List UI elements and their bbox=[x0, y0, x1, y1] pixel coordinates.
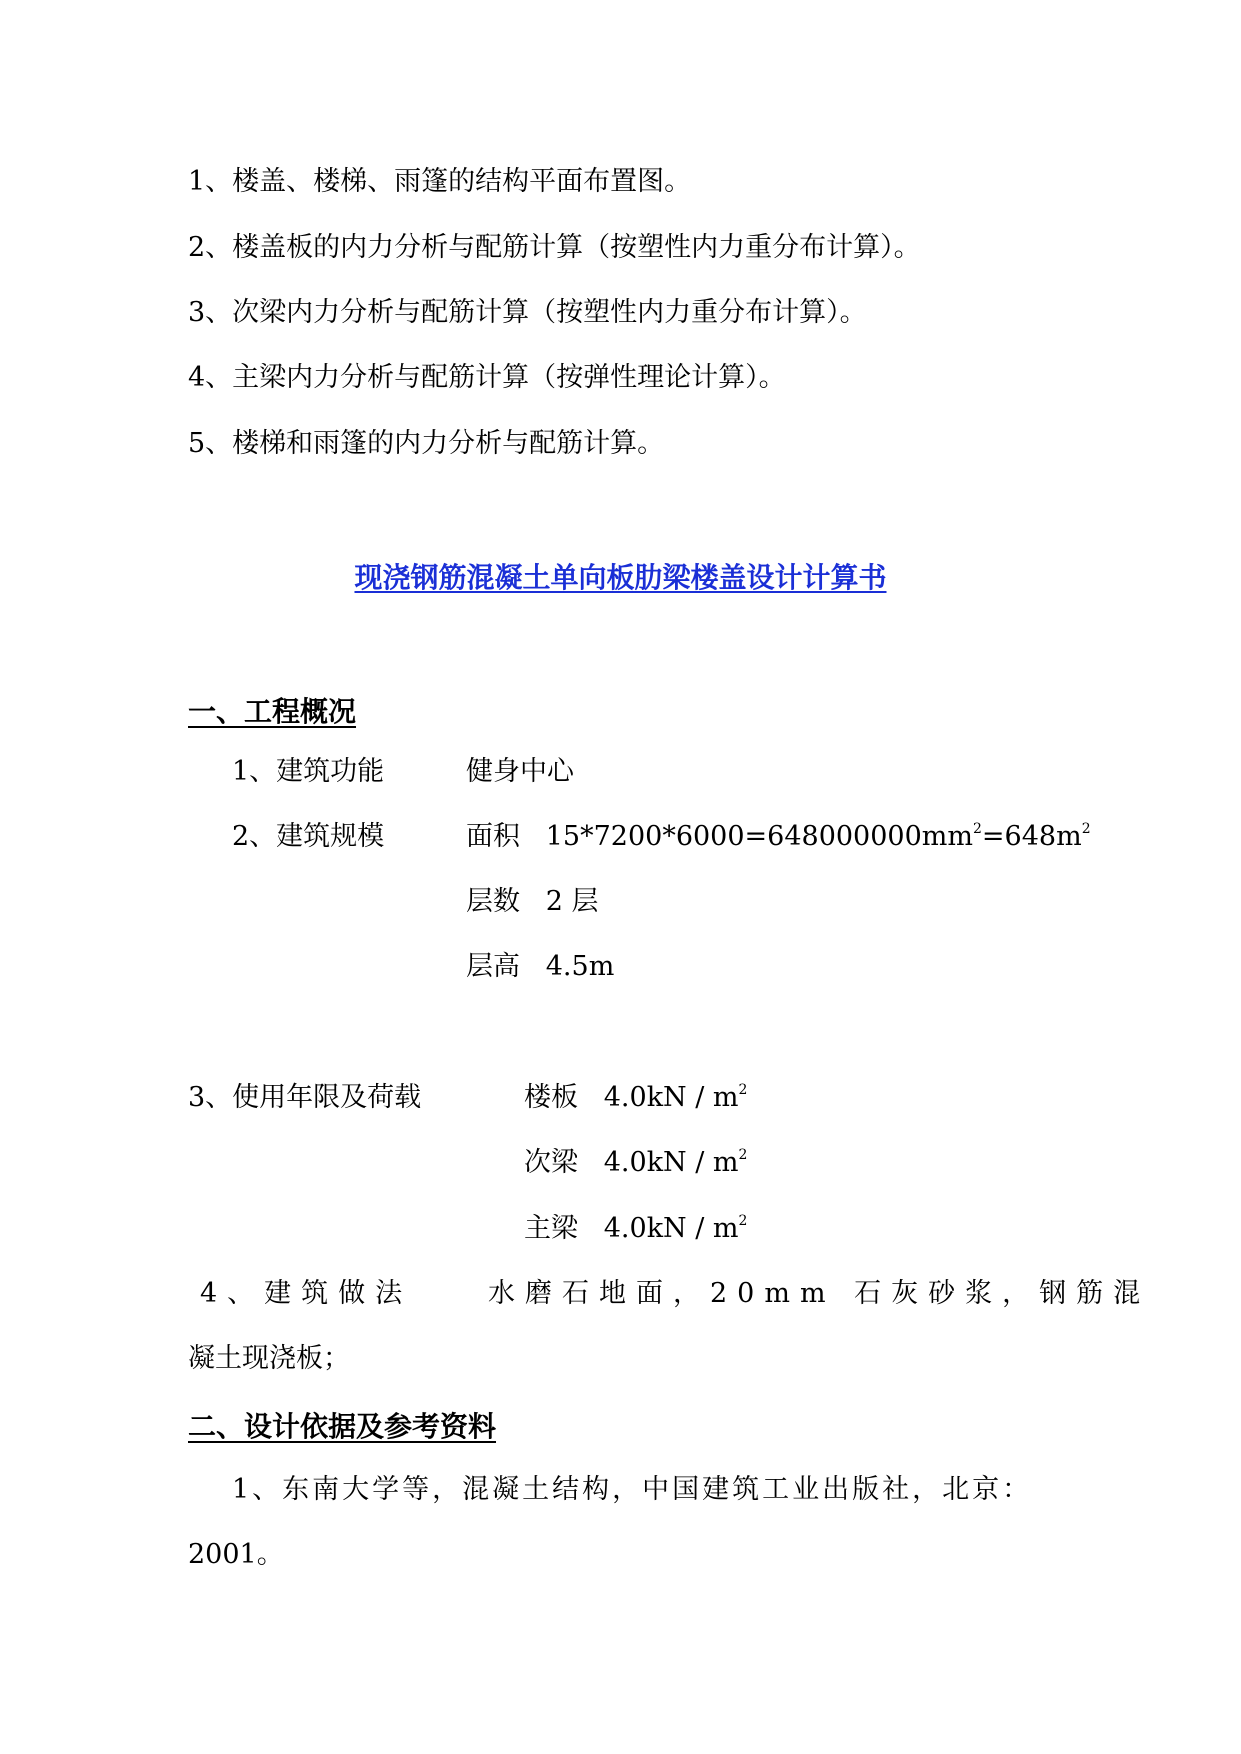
load-row bbox=[524, 1213, 747, 1245]
item-value-practice: 水磨石地面，20mm 石灰砂浆，钢筋混 bbox=[488, 1278, 1151, 1309]
area-label: 面积 bbox=[466, 821, 520, 852]
requirement-item: 1、楼盖、楼梯、雨篷的结构平面布置图。 bbox=[188, 166, 692, 197]
load-label: 次梁 bbox=[524, 1147, 578, 1178]
document-title-link[interactable]: 现浇钢筋混凝土单向板肋梁楼盖设计计算书 bbox=[354, 561, 887, 594]
load-value: 4.0kN / m bbox=[603, 1147, 739, 1178]
floors-row bbox=[466, 886, 599, 918]
item-label-practice: 4、建筑做法 bbox=[200, 1278, 413, 1309]
item-value-practice-cont: 凝土现浇板； bbox=[188, 1343, 350, 1374]
height-label: 层高 bbox=[466, 951, 520, 982]
item-label-scale: 2、建筑规模 bbox=[232, 821, 385, 852]
load-label: 楼板 bbox=[524, 1082, 578, 1113]
height-value: 4.5m bbox=[545, 951, 615, 982]
load-value: 4.0kN / m bbox=[603, 1082, 739, 1113]
section-heading-overview: 一、工程概况 bbox=[188, 695, 357, 728]
load-value: 4.0kN / m bbox=[603, 1213, 739, 1244]
item-label-function: 1、建筑功能 bbox=[232, 756, 385, 787]
area-equals: =648 bbox=[981, 821, 1057, 852]
requirement-item: 5、楼梯和雨篷的内力分析与配筋计算。 bbox=[188, 428, 665, 459]
superscript: 2 bbox=[972, 821, 982, 837]
requirement-item: 4、主梁内力分析与配筋计算（按弹性理论计算）。 bbox=[188, 362, 786, 393]
superscript: 2 bbox=[738, 1082, 748, 1098]
requirement-item: 3、次梁内力分析与配筋计算（按塑性内力重分布计算）。 bbox=[188, 297, 867, 328]
reference-item: 1、东南大学等，混凝土结构，中国建筑工业出版社，北京： bbox=[232, 1474, 1033, 1505]
area-unit-m: m bbox=[1056, 821, 1082, 852]
load-row bbox=[524, 1082, 747, 1114]
height-row bbox=[466, 951, 614, 983]
superscript: 2 bbox=[738, 1213, 748, 1229]
load-row bbox=[524, 1147, 747, 1179]
requirement-item: 2、楼盖板的内力分析与配筋计算（按塑性内力重分布计算）。 bbox=[188, 232, 921, 263]
item-value-function: 健身中心 bbox=[466, 756, 574, 787]
floors-label: 层数 bbox=[466, 886, 520, 917]
section-heading-references: 二、设计依据及参考资料 bbox=[188, 1410, 497, 1443]
superscript: 2 bbox=[1081, 821, 1091, 837]
reference-item-cont: 2001。 bbox=[188, 1539, 284, 1570]
load-label: 主梁 bbox=[524, 1213, 578, 1244]
superscript: 2 bbox=[738, 1147, 748, 1163]
area-formula: 15*7200*6000=648000000 bbox=[545, 821, 922, 852]
area-unit-mm: mm bbox=[921, 821, 973, 852]
item-label-loads: 3、使用年限及荷载 bbox=[188, 1082, 422, 1113]
area-row bbox=[466, 821, 1091, 853]
floors-value: 2 层 bbox=[545, 886, 599, 917]
